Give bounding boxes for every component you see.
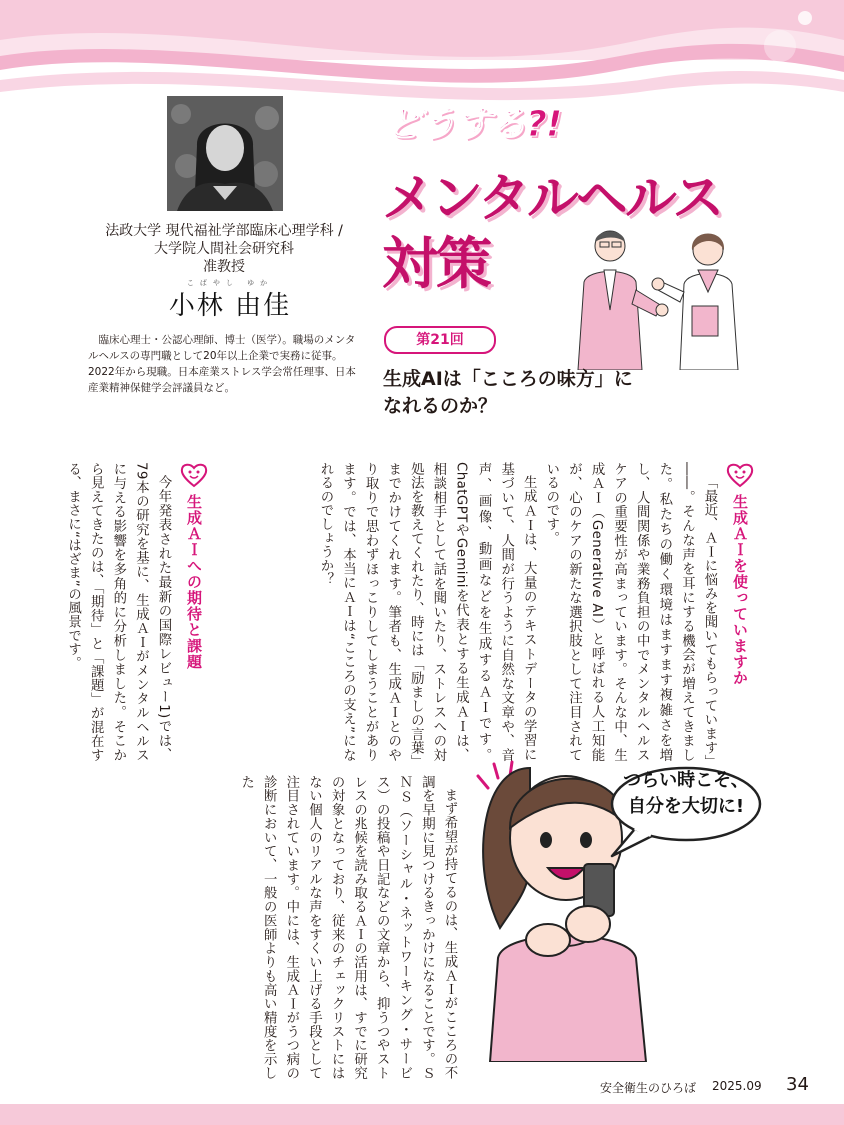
author-bio: 臨床心理士・公認心理師、博士（医学）。職場のメンタルヘルスの専門職として20年以上企業で実務に従事。2022年から現職。日本産業ストレス学会常任理事、日本産業精神保健学会評議員など。 [88,334,356,394]
footer-magazine-title: 安全衛生のひろば [600,1081,697,1095]
subtitle-line-2: なれるのか？ [383,395,498,417]
affiliation-line-1: 法政大学 現代福祉学部臨床心理学科 / [105,223,343,239]
author-affiliation [88,222,360,276]
subtitle-line-1: 生成AIは「こころの味方」に [383,368,633,390]
page-number: 34 [786,1074,809,1095]
heart-face-icon [726,462,754,488]
paragraph-4: まず希望が持てるのは、生成ＡＩがこころの不調を早期に見つけるきっかけになることです。ＳＮＳ（ソーシャル・ネットワーキング・サービス）の投稿や日記などの文章から、抑うつやストレスの兆候を読み取るＡＩの活用は、すでに研究の対象となっており、従来のチェックリストにはない個人のリアルな声をすくい上げる手段として注目されています。中には、生成ＡＩがうつ病の診断において、一般の医師よりも高い精度を示した [238,775,457,1080]
article-column-upper-right [317,462,720,762]
doctors-illustration [558,220,758,370]
speech-line-2: 自分を大切に! [627,796,745,817]
bottom-band-decoration [0,1104,844,1125]
footer-issue-date: 2025.09 [712,1079,762,1093]
article-column-lower [88,775,460,1080]
speech-line-1: つらい時こそ、 [623,770,749,791]
series-title: メンタルヘルス [382,169,722,229]
author-name-ruby: こばやし ゆか [186,279,274,287]
author-photo [167,96,283,211]
paragraph-1: 「最近、ＡＩに悩みを聞いてもらっています」――。そんな声を耳にする機会が増えてきました。私たちの働く環境はますます複雑さを増し、人間関係や業務負担の中でメンタルヘルスケアの重要性が高まっています。そんな中、生成ＡＩ（Generative AI）と呼ばれる人工知能が、心のケアの新たな選択肢として注目されているのです。 [543,462,717,762]
section-heading-1: 生成ＡＩを使っていますか [731,494,749,686]
author-name: 小林 由佳 [168,291,292,321]
affiliation-line-2: 大学院人間社会研究科 [154,241,294,257]
article-subtitle [383,366,743,420]
paragraph-2: 生成ＡＩは、大量のテキストデータの学習に基づいて、人間が行うように自然な文章や、音声、画像、動画などを生成するＡＩです。ChatGPTやGeminiを代表とする生成ＡＩは、相談相手として話を聞いたり、ストレスへの対処法を教えてくれたり、時には「励ましの言葉」までかけてくれます。筆者も、生成ＡＩとのやり取りで思わずほっこりしてしまうことがあります。では、本当にＡＩは“こころの支え”になれるのでしょうか？ [317,462,537,762]
article-column-upper-left [65,462,174,762]
series-kicker: どうする?! [386,104,562,145]
speech-bubble-text [612,768,760,820]
heart-face-icon [180,462,208,488]
installment-badge: 第21回 [384,326,496,354]
paragraph-3: 今年発表された最新の国際レビュー1)では、79本の研究を基に、生成ＡＩがメンタルヘルスに与える影響を多角的に分析しました。そこから見えてきたのは、「期待」と「課題」が混在する、まさに“はざま”の風景です。 [65,462,171,762]
section-heading-2: 生成ＡＩへの期待と課題 [185,494,203,670]
series-title-sub: 対策 [382,232,490,297]
affiliation-line-3: 准教授 [203,259,245,275]
